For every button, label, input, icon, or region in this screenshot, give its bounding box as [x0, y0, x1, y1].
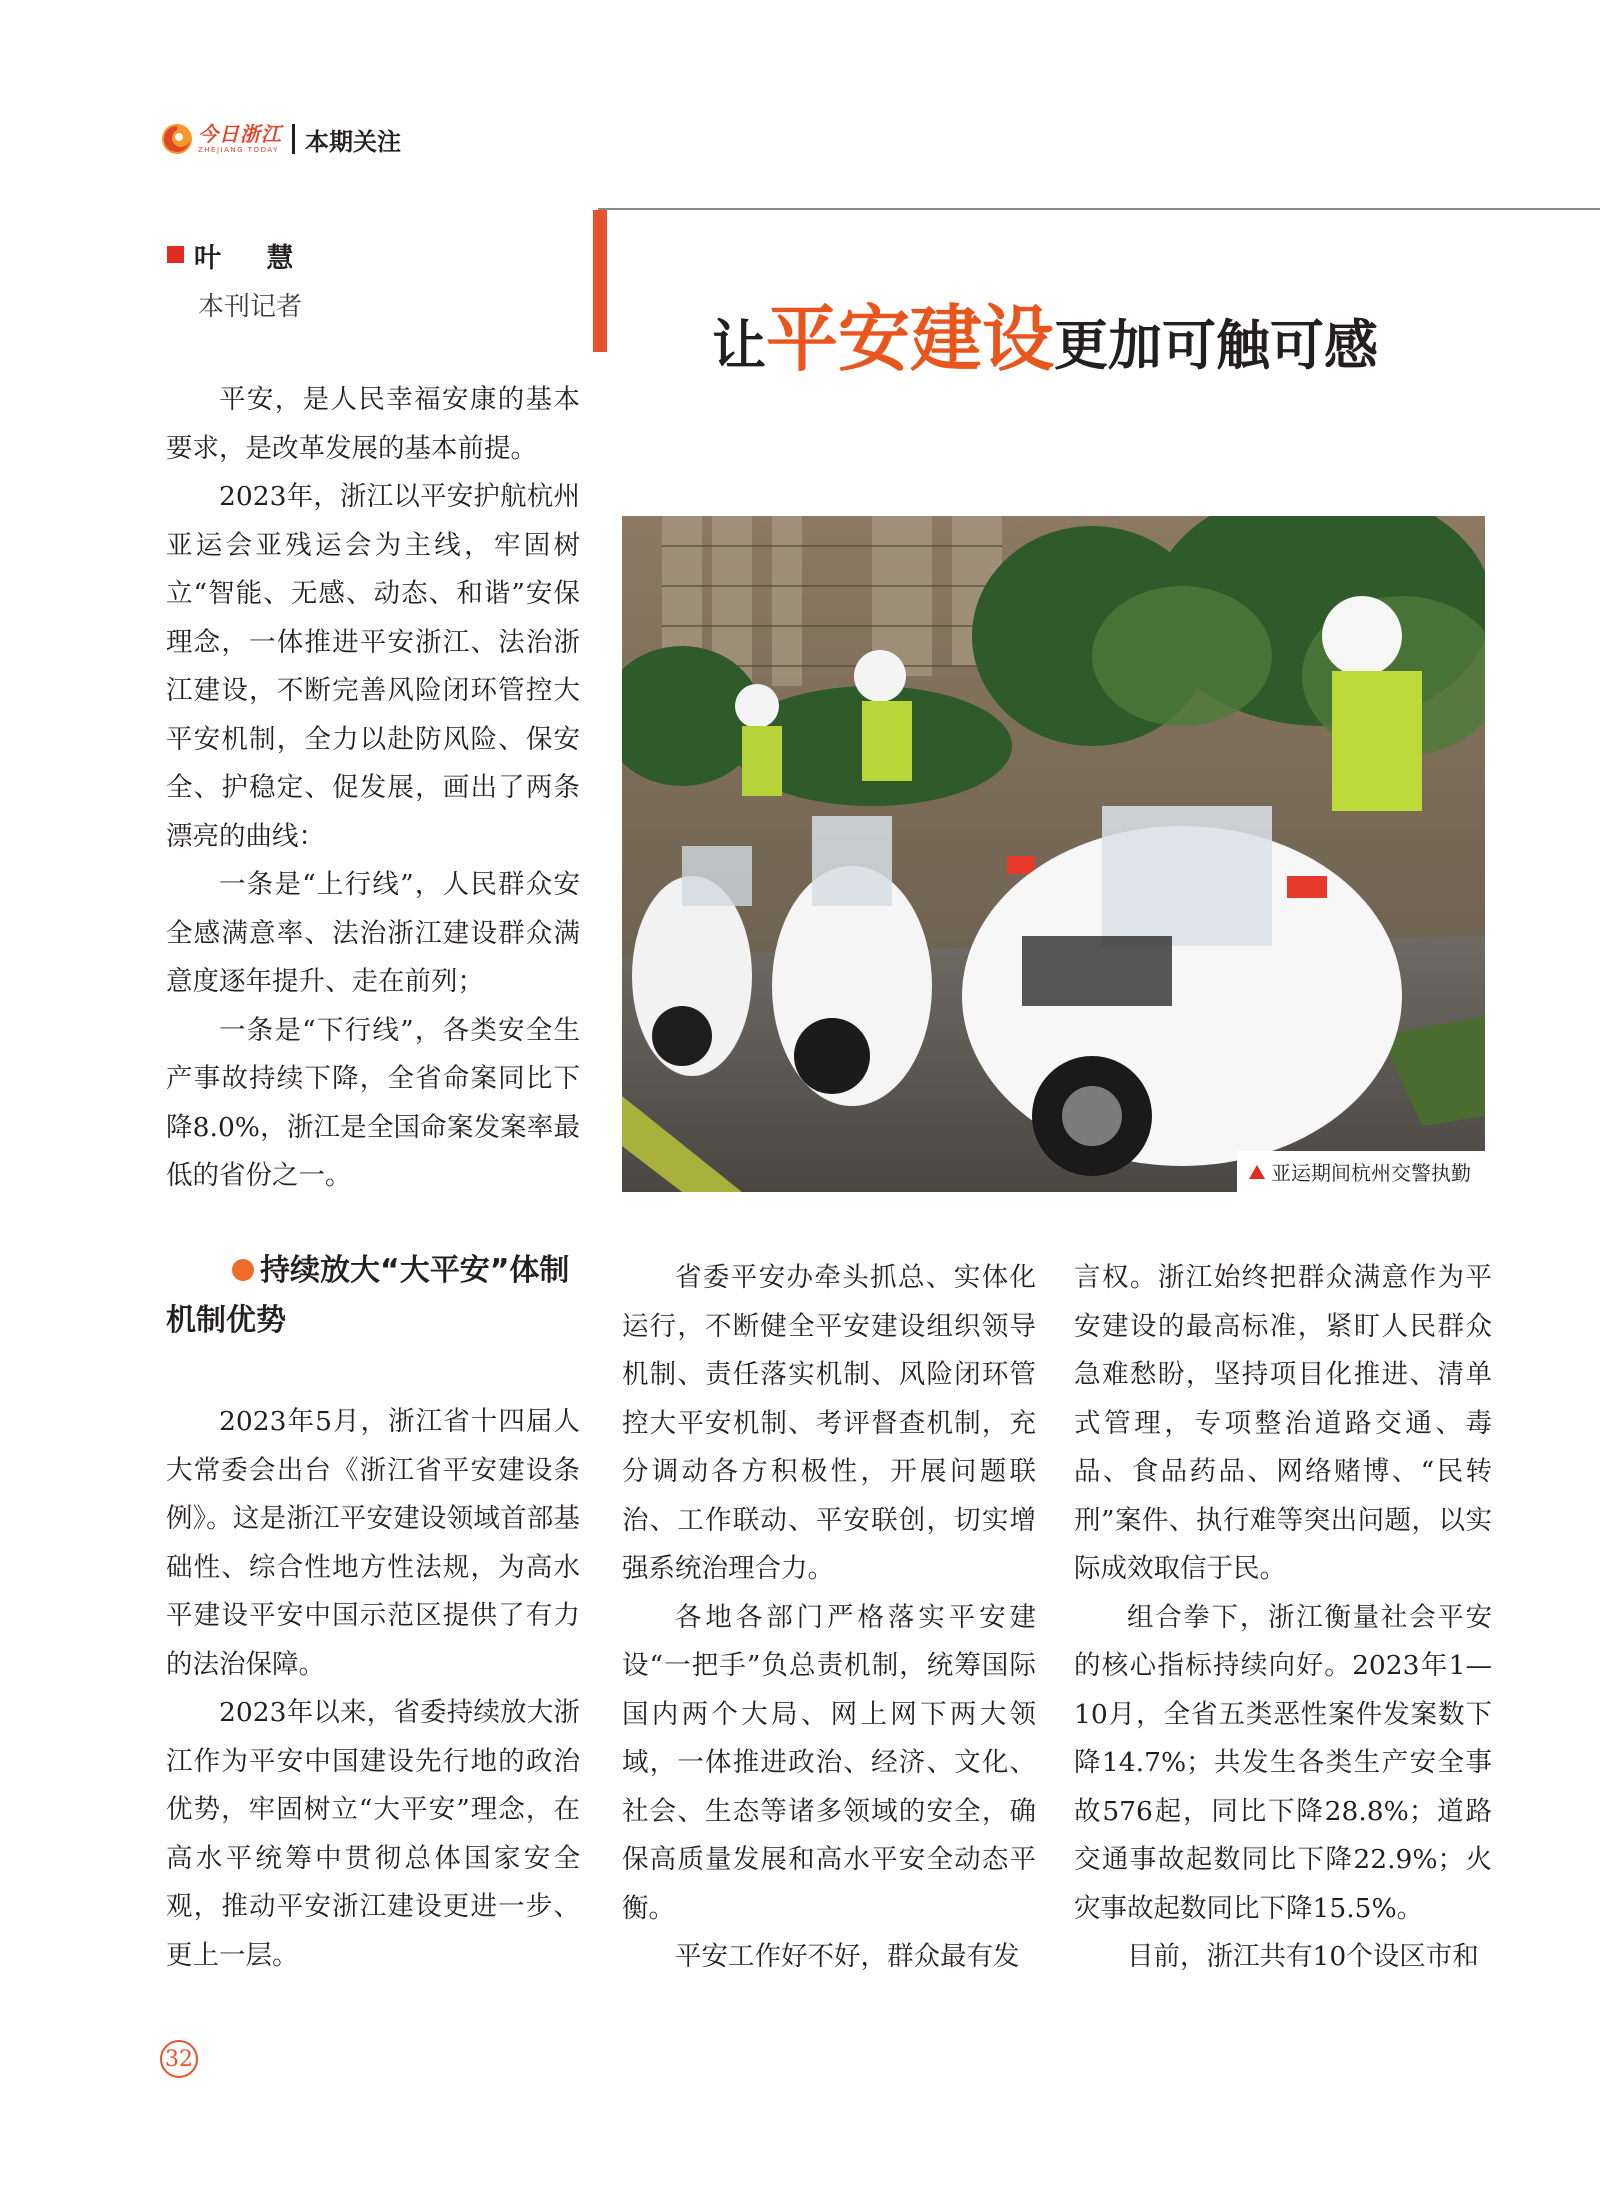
intro-column	[166, 376, 580, 1201]
left-bottom-column	[166, 1398, 580, 1980]
intro-paragraph: 一条是“下行线”，各类安全生产事故持续下降，全省命案同比下降8.0%，浙江是全国命案发案率最低的省份之一。	[166, 1014, 580, 1191]
caption-triangle-icon	[1249, 1165, 1265, 1179]
body-paragraph: 省委平安办牵头抓总、实体化运行，不断健全平安建设组织领导机制、责任落实机制、风险闭环管控大平安机制、考评督查机制，充分调动各方积极性，开展问题联治、工作联动、平安联创，切实增强系统治理合力。	[622, 1262, 1036, 1584]
logo-english-text: ZHEJIANG TODAY	[198, 146, 279, 154]
top-rule	[598, 208, 1600, 210]
body-paragraph-continuation: 言权。浙江始终把群众满意作为平安建设的最高标准，紧盯人民群众急难愁盼，坚持项目化推进、清单式管理，专项整治道路交通、毒品、食品药品、网络赌博、“民转刑”案件、执行难等突出问题，以实际成效取信于民。	[1074, 1262, 1492, 1584]
body-paragraph: 平安工作好不好，群众最有发	[675, 1941, 1020, 1972]
middle-column	[622, 1254, 1036, 1982]
logo-chinese-text: 今日浙江	[198, 122, 282, 146]
section-subheading	[166, 1246, 586, 1346]
magazine-logo	[160, 122, 282, 156]
header-divider	[292, 124, 295, 154]
body-paragraph: 目前，浙江共有10个设区市和	[1127, 1941, 1479, 1972]
logo-swirl-icon	[160, 122, 194, 156]
intro-paragraph: 2023年，浙江以平安护航杭州亚运会亚残运会为主线，牢固树立“智能、无感、动态、和谐”安保理念，一体推进平安浙江、法治浙江建设，不断完善风险闭环管控大平安机制，全力以赴防风险、保安全、护稳定、促发展，画出了两条漂亮的曲线：	[166, 481, 580, 852]
article-headline	[712, 296, 1378, 382]
page-header	[160, 118, 401, 160]
photo-caption-text: 亚运期间杭州交警执勤	[1271, 1161, 1471, 1185]
body-paragraph: 组合拳下，浙江衡量社会平安的核心指标持续向好。2023年1—10月，全省五类恶性案件发案数下降14.7%；共发生各类生产安全事故576起，同比下降28.8%；道路交通事故起数同比下降22.9%；火灾事故起数同比下降15.5%。	[1074, 1601, 1492, 1924]
subheading-bullet-icon	[232, 1259, 254, 1281]
author-marker	[167, 246, 184, 263]
body-paragraph: 2023年以来，省委持续放大浙江作为平安中国建设先行地的政治优势，牢固树立“大平安”理念，在高水平统筹中贯彻总体国家安全观，推动平安浙江建设更进一步、更上一层。	[166, 1697, 580, 1971]
headline-suffix: 更加可触可感	[1054, 313, 1379, 377]
author-name: 叶 慧	[194, 243, 312, 274]
intro-paragraph: 一条是“上行线”，人民群众安全感满意率、法治浙江建设群众满意度逐年提升、走在前列；	[166, 869, 580, 997]
photo-caption	[1237, 1151, 1485, 1192]
subheading-text: 持续放大“大平安”体制机制优势	[166, 1253, 570, 1338]
body-paragraph: 2023年5月，浙江省十四届人大常委会出台《浙江省平安建设条例》。这是浙江平安建设领域首部基础性、综合性地方性法规，为高水平建设平安中国示范区提供了有力的法治保障。	[166, 1406, 580, 1680]
page-number: 32	[160, 2040, 198, 2078]
intro-paragraph: 平安，是人民幸福安康的基本要求，是改革发展的基本前提。	[166, 384, 580, 464]
section-label: 本期关注	[305, 127, 401, 156]
traffic-police-motorcycles-image	[622, 516, 1485, 1192]
right-column	[1074, 1254, 1492, 1982]
accent-bar	[593, 210, 607, 352]
headline-prefix: 让	[712, 313, 766, 377]
body-paragraph: 各地各部门严格落实平安建设“一把手”负总责机制，统筹国际国内两个大局、网上网下两大领域，一体推进政治、经济、文化、社会、生态等诸多领域的安全，确保高质量发展和高水平安全动态平衡。	[622, 1601, 1036, 1924]
article-photo	[622, 516, 1485, 1192]
author-role: 本刊记者	[198, 292, 303, 322]
headline-highlight: 平安建设	[766, 297, 1055, 381]
